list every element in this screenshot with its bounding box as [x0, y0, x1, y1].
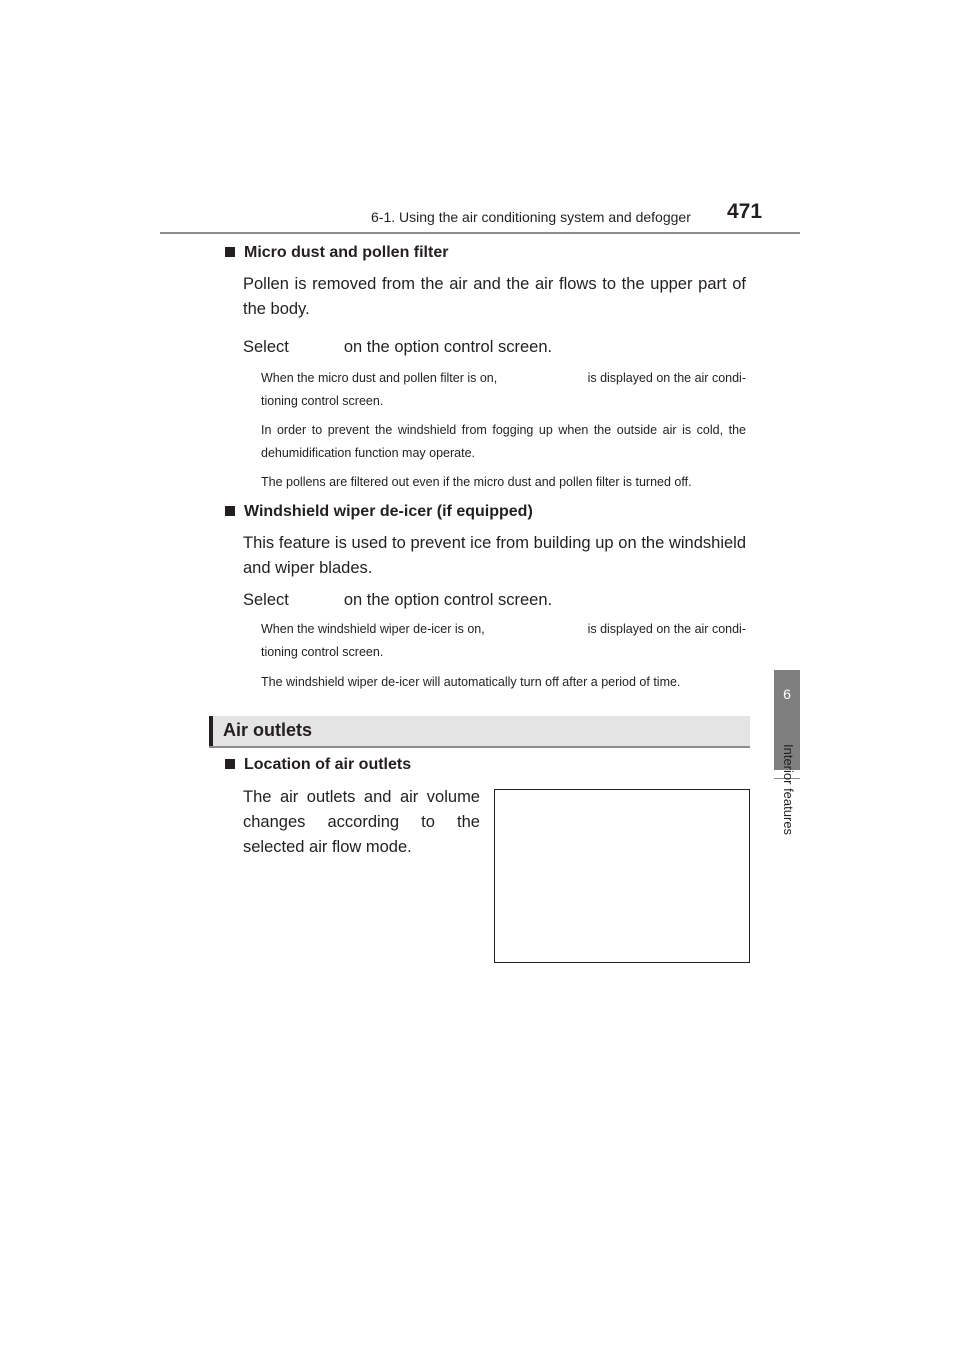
page-number: 471	[727, 200, 763, 223]
note1-cont: tioning control screen.	[261, 394, 384, 408]
select-word: Select	[243, 591, 289, 609]
location-heading-text: Location of air outlets	[244, 756, 412, 773]
wiper-deicer-heading	[225, 503, 533, 521]
location-body: The air outlets and air volume changes according to the selected air flow mode.	[243, 788, 480, 856]
select-word: Select	[243, 338, 289, 356]
wiper-deicer-note-2: The windshield wiper de-icer will automatically turn off after a period of time.	[261, 675, 681, 689]
micro-dust-note-3: The pollens are filtered out even if the micro dust and pollen filter is turned off.	[261, 475, 692, 489]
note1-cont: tioning control screen.	[261, 645, 384, 659]
chapter-tab-number: 6	[783, 686, 791, 702]
location-heading	[225, 756, 411, 774]
micro-dust-body: Pollen is removed from the air and the air flows to the upper part of the body.	[243, 275, 746, 318]
wiper-deicer-select-line	[243, 588, 552, 613]
select-rest: on the option control screen.	[343, 591, 553, 609]
square-bullet-icon	[225, 247, 235, 257]
note1-post: is displayed on the air condi-	[587, 622, 746, 636]
micro-dust-note-1	[261, 367, 746, 413]
chapter-title: 6-1. Using the air conditioning system and defogger	[371, 209, 691, 225]
air-outlets-figure	[494, 789, 750, 963]
micro-dust-note-2: In order to prevent the windshield from fogging up when the outside air is cold, the dehumidification function may operate.	[261, 423, 746, 460]
note1-pre: When the windshield wiper de-icer is on,	[261, 622, 485, 636]
note1-post: is displayed on the air condi-	[587, 371, 746, 385]
wiper-deicer-body: This feature is used to prevent ice from building up on the windshield and wiper blades.	[243, 534, 746, 577]
note1-pre: When the micro dust and pollen filter is on,	[261, 371, 498, 385]
section-title: Air outlets	[223, 720, 313, 740]
square-bullet-icon	[225, 506, 235, 516]
header-rule	[160, 232, 800, 234]
select-rest: on the option control screen.	[343, 338, 553, 356]
micro-dust-select-line	[243, 335, 552, 360]
section-bar-rule	[209, 746, 750, 748]
wiper-deicer-heading-text: Windshield wiper de-icer (if equipped)	[244, 503, 533, 520]
micro-dust-heading-text: Micro dust and pollen filter	[244, 244, 449, 261]
wiper-deicer-note-1	[261, 618, 746, 664]
micro-dust-heading	[225, 244, 448, 262]
square-bullet-icon	[225, 759, 235, 769]
chapter-side-label: Interior features	[781, 744, 796, 836]
